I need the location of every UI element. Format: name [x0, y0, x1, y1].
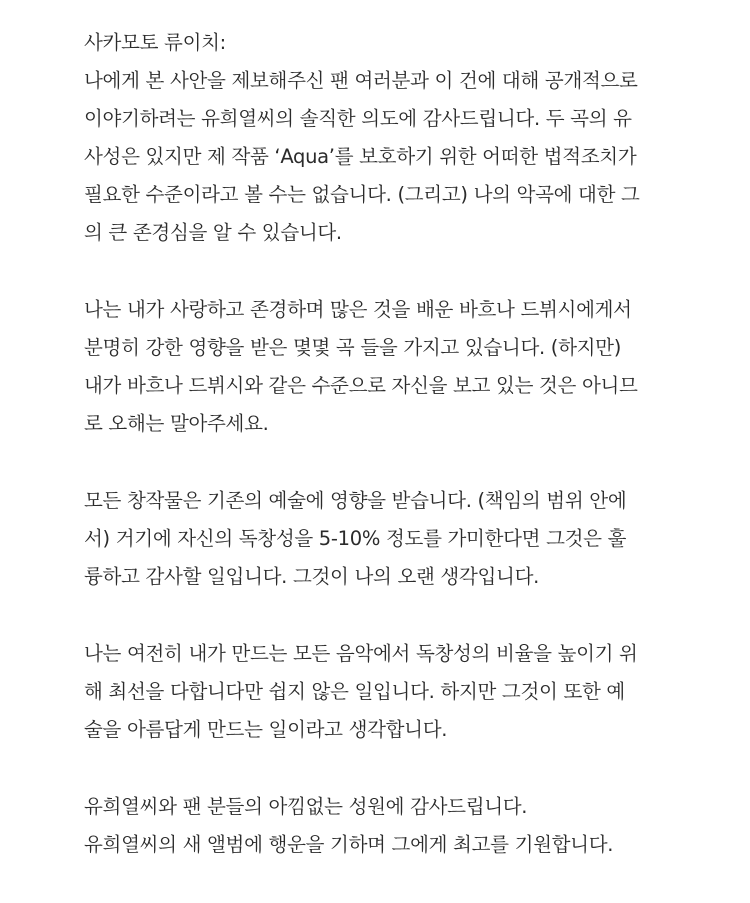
paragraph-2 — [84, 291, 744, 443]
paragraph-spacer — [84, 443, 744, 482]
paragraph-line: 유희열씨의 새 앨범에 행운을 기하며 그에게 최고를 기원합니다. — [84, 833, 614, 856]
paragraph-line: 사성은 있지만 제 작품 ‘Aqua’를 보호하기 위한 어떠한 법적조치가 — [84, 145, 637, 168]
paragraph-line: 나는 내가 사랑하고 존경하며 많은 것을 배운 바흐나 드뷔시에게서 — [84, 298, 632, 321]
paragraph-line: 분명히 강한 영향을 받은 몇몇 곡 들을 가지고 있습니다. (하지만) — [84, 336, 622, 359]
paragraph-spacer — [84, 596, 744, 635]
statement-document — [84, 24, 744, 864]
paragraph-line: 해 최선을 다합니다만 쉽지 않은 일입니다. 하지만 그것이 또한 예 — [84, 680, 625, 703]
paragraph-line: 술을 아름답게 만드는 일이라고 생각합니다. — [84, 718, 448, 741]
paragraph-5 — [84, 788, 744, 864]
paragraph-line: 나는 여전히 내가 만드는 모든 음악에서 독창성의 비율을 높이기 위 — [84, 642, 638, 665]
statement-header: 사카모토 류이치: — [84, 31, 226, 54]
paragraph-line: 필요한 수준이라고 볼 수는 없습니다. (그리고) 나의 악곡에 대한 그 — [84, 183, 640, 206]
paragraph-line: 로 오해는 말아주세요. — [84, 412, 269, 435]
paragraph-line: 륭하고 감사할 일입니다. 그것이 나의 오랜 생각입니다. — [84, 565, 540, 588]
paragraph-3 — [84, 482, 744, 596]
paragraph-line: 나에게 본 사안을 제보해주신 팬 여러분과 이 건에 대해 공개적으로 — [84, 69, 638, 92]
paragraph-line: 의 큰 존경심을 알 수 있습니다. — [84, 221, 342, 244]
paragraph-line: 모든 창작물은 기존의 예술에 영향을 받습니다. (책임의 범위 안에 — [84, 489, 627, 512]
paragraph-line: 서) 거기에 자신의 독창성을 5-10% 정도를 가미한다면 그것은 훌 — [84, 527, 627, 550]
paragraph-4 — [84, 635, 744, 749]
paragraph-line: 이야기하려는 유희열씨의 솔직한 의도에 감사드립니다. 두 곡의 유 — [84, 107, 632, 130]
paragraph-1 — [84, 62, 744, 252]
paragraph-line: 유희열씨와 팬 분들의 아낌없는 성원에 감사드립니다. — [84, 795, 528, 818]
paragraph-line: 내가 바흐나 드뷔시와 같은 수준으로 자신을 보고 있는 것은 아니므 — [84, 374, 638, 397]
paragraph-spacer — [84, 749, 744, 788]
paragraph-spacer — [84, 252, 744, 291]
